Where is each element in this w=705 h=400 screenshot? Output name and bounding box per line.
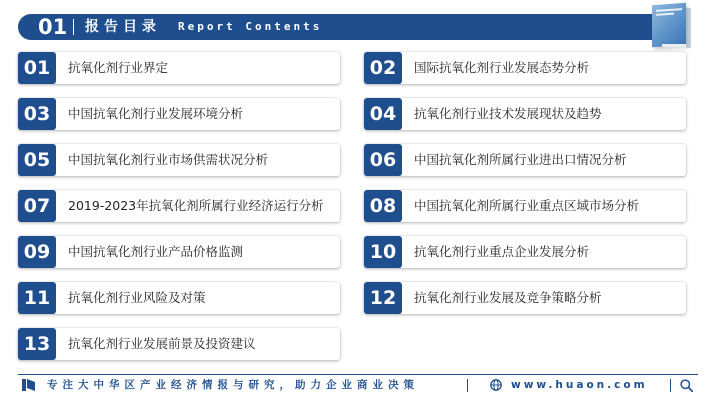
item-label: 抗氧化剂行业重点企业发展分析 xyxy=(414,244,590,259)
contents-item-11[interactable] xyxy=(18,282,340,314)
page-title: 报告目录 xyxy=(85,19,161,35)
footer xyxy=(18,377,698,394)
contents-item-03[interactable] xyxy=(18,98,340,130)
report-cover-side xyxy=(686,8,691,49)
footer-divider xyxy=(18,374,698,375)
globe-icon xyxy=(490,379,502,391)
search-icon[interactable] xyxy=(680,379,693,392)
logo-icon xyxy=(22,378,36,392)
item-number: 09 xyxy=(18,236,56,268)
page-title-english: Report Contents xyxy=(178,20,323,33)
item-number: 06 xyxy=(364,144,402,176)
report-cover-image xyxy=(652,3,686,47)
item-label: 2019-2023年抗氧化剂所属行业经济运行分析 xyxy=(68,198,324,213)
section-number: 01 xyxy=(38,15,68,39)
item-number: 07 xyxy=(18,190,56,222)
footer-website-link[interactable]: www.huaon.com xyxy=(511,379,648,391)
item-label: 中国抗氧化剂所属行业重点区域市场分析 xyxy=(414,198,640,213)
header-divider xyxy=(73,19,74,35)
contents-item-05[interactable] xyxy=(18,144,340,176)
item-label: 抗氧化剂行业风险及对策 xyxy=(68,290,206,305)
item-label: 中国抗氧化剂行业市场供需状况分析 xyxy=(68,152,269,167)
item-number: 13 xyxy=(18,328,56,360)
item-label: 抗氧化剂行业发展及竞争策略分析 xyxy=(414,290,602,305)
footer-separator xyxy=(467,379,468,392)
item-label: 抗氧化剂行业发展前景及投资建议 xyxy=(68,336,256,351)
item-number: 11 xyxy=(18,282,56,314)
item-label: 抗氧化剂行业界定 xyxy=(68,60,169,75)
item-number: 04 xyxy=(364,98,402,130)
item-label: 国际抗氧化剂行业发展态势分析 xyxy=(414,60,590,75)
contents-item-08[interactable] xyxy=(364,190,686,222)
item-label: 中国抗氧化剂所属行业进出口情况分析 xyxy=(414,152,627,167)
item-number: 10 xyxy=(364,236,402,268)
report-cover-shadow xyxy=(662,44,686,47)
contents-item-12[interactable] xyxy=(364,282,686,314)
contents-item-06[interactable] xyxy=(364,144,686,176)
item-number: 05 xyxy=(18,144,56,176)
item-number: 03 xyxy=(18,98,56,130)
item-number: 08 xyxy=(364,190,402,222)
footer-separator xyxy=(670,379,671,392)
contents-item-01[interactable] xyxy=(18,52,340,84)
contents-item-10[interactable] xyxy=(364,236,686,268)
footer-slogan: 专注大中华区产业经济情报与研究，助力企业商业决策 xyxy=(47,379,419,391)
item-number: 12 xyxy=(364,282,402,314)
item-number: 01 xyxy=(18,52,56,84)
contents-item-09[interactable] xyxy=(18,236,340,268)
item-label: 抗氧化剂行业技术发展现状及趋势 xyxy=(414,106,602,121)
item-number: 02 xyxy=(364,52,402,84)
contents-item-07[interactable] xyxy=(18,190,340,222)
contents-item-04[interactable] xyxy=(364,98,686,130)
item-label: 中国抗氧化剂行业发展环境分析 xyxy=(68,106,244,121)
contents-item-02[interactable] xyxy=(364,52,686,84)
contents-item-13[interactable] xyxy=(18,328,340,360)
item-label: 中国抗氧化剂行业产品价格监测 xyxy=(68,244,244,259)
